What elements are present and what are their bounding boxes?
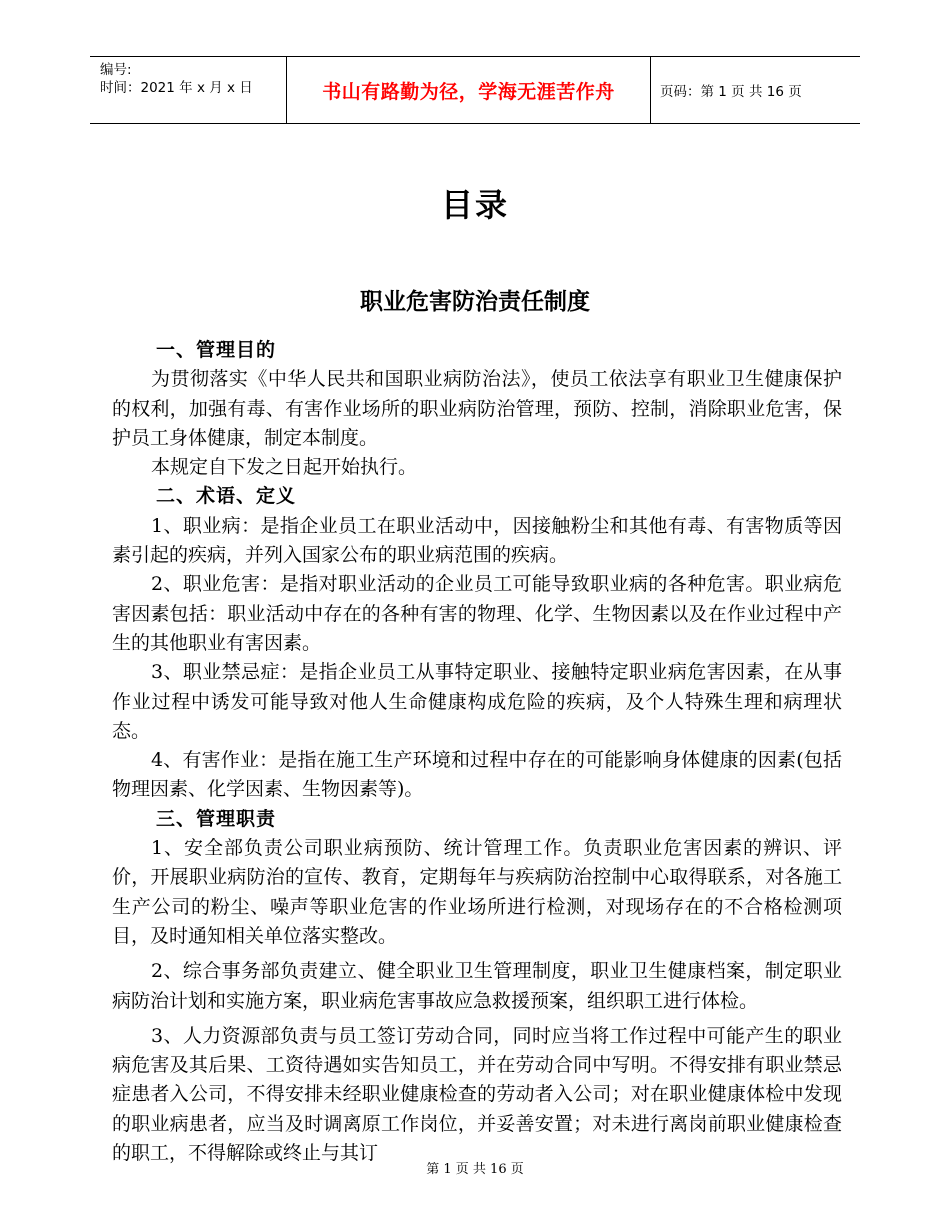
header-meta-cell — [90, 57, 287, 123]
number-label: 编号: — [100, 62, 132, 78]
paragraph: 1、安全部负责公司职业病预防、统计管理工作。负责职业危害因素的辨识、评价，开展职业病防治的宣传、教育，定期每年与疾病防治控制中心取得联系，对各施工生产公司的粉尘、噪声等职业危害的作业场所进行检测，对现场存在的不合格检测项目，及时通知相关单位落实整改。 — [112, 837, 842, 947]
paragraph: 2、综合事务部负责建立、健全职业卫生管理制度，职业卫生健康档案，制定职业病防治计划和实施方案，职业病危害事故应急救援预案，组织职工进行体检。 — [112, 960, 842, 1012]
section-heading: 二、术语、定义 — [156, 485, 297, 508]
header-table — [90, 56, 860, 124]
paragraph: 本规定自下发之日起开始执行。 — [151, 456, 418, 479]
time-label: 时间：2021 年 x 月 x 日 — [100, 80, 253, 96]
paragraph: 3、人力资源部负责与员工签订劳动合同，同时应当将工作过程中可能产生的职业病危害及其后果、工资待遇如实告知员工，并在劳动合同中写明。不得安排有职业禁忌症患者入公司，不得安排未经职业健康检查的劳动者入公司；对在职业健康体检中发现的职业病患者，应当及时调离原工作岗位，并妥善安置；对未进行离岗前职业健康检查的职工，不得解除或终止与其订 — [112, 1024, 842, 1165]
document-title: 职业危害防治责任制度 — [360, 289, 590, 315]
page-footer: 第 1 页 共 16 页 — [426, 1162, 524, 1177]
header-page-info: 页码：第 1 页 共 16 页 — [660, 84, 802, 100]
header-motto: 书山有路勤为径，学海无涯苦作舟 — [287, 57, 651, 123]
paragraph: 1、职业病：是指企业员工在职业活动中，因接触粉尘和其他有毒、有害物质等因素引起的疾病，并列入国家公布的职业病范围的疾病。 — [112, 514, 842, 567]
paragraph: 4、有害作业：是指在施工生产环境和过程中存在的可能影响身体健康的因素(包括物理因素、化学因素、生物因素等)。 — [112, 749, 842, 801]
paragraph: 3、职业禁忌症：是指企业员工从事特定职业、接触特定职业病危害因素，在从事作业过程中诱发可能导致对他人生命健康构成危险的疾病，及个人特殊生理和病理状态。 — [112, 661, 842, 742]
section-heading: 三、管理职责 — [156, 807, 277, 830]
paragraph: 为贯彻落实《中华人民共和国职业病防治法》，使员工依法享有职业卫生健康保护的权利，加强有毒、有害作业场所的职业病防治管理，预防、控制，消除职业危害，保护员工身体健康，制定本制度。 — [112, 368, 842, 449]
paragraph: 2、职业危害：是指对职业活动的企业员工可能导致职业病的各种危害。职业病危害因素包括：职业活动中存在的各种有害的物理、化学、生物因素以及在作业过程中产生的其他职业有害因素。 — [112, 573, 842, 654]
toc-title: 目录 — [440, 186, 509, 224]
document-body — [112, 336, 842, 1168]
section-heading: 一、管理目的 — [156, 339, 277, 361]
